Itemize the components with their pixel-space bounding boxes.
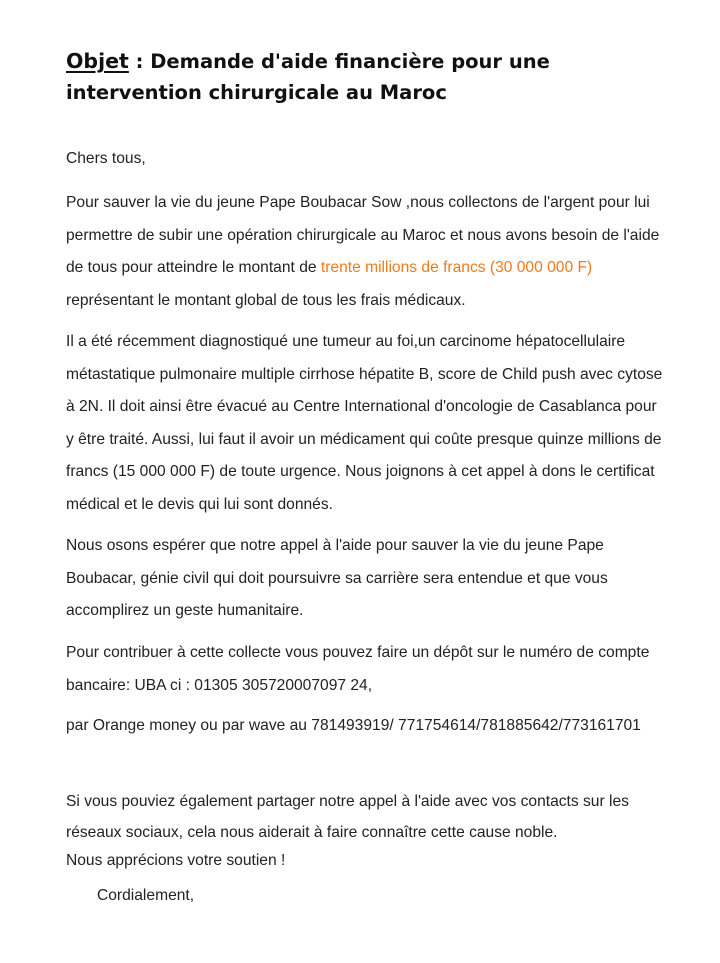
paragraph-diagnosis: Il a été récemment diagnostiqué une tumeur au foi,un carcinome hépatocellulaire métastatique pulmonaire multiple cirrhose hépatite B, score de Child push avec cytose à 2N. Il doit ainsi être évacué au Centre International d'oncologie de Casablanca pour y être traité. Aussi, lui faut il avoir un médicament qui coûte presque quinze millions de francs (15 000 000 F) de toute urgence. Nous joignons à cet appel à dons le certificat médical et le devis qui lui sont donnés. (66, 333, 663, 513)
subject-heading (66, 46, 666, 108)
closing-line: Cordialement, (97, 887, 195, 904)
paragraph-mobile-money: par Orange money ou par wave au 781493919/ 771754614/781885642/773161701 (66, 717, 641, 734)
paragraph-fundraising-goal (66, 187, 666, 317)
thanks-line: Nous apprécions votre soutien ! (66, 852, 286, 869)
paragraph-appeal: Nous osons espérer que notre appel à l'aide pour sauver la vie du jeune Pape Boubacar, génie civil qui doit poursuivre sa carrière sera entendue et que vous accomplirez un geste humanitaire. (66, 537, 608, 619)
paragraph-fundraising-intro: Pour sauver la vie du jeune Pape Boubacar Sow ,nous collectons de l'argent pour lui permettre de subir une opération chirurgicale au Maroc et nous avons besoin de l'aide de tous pour atteindre le montant de (66, 194, 660, 276)
subject-separator: : (128, 50, 151, 73)
paragraph-fundraising-outro: représentant le montant global de tous les frais médicaux. (66, 291, 466, 309)
greeting: Chers tous, (66, 150, 146, 167)
fundraising-amount: trente millions de francs (30 000 000 F) (320, 259, 593, 276)
subject-label: Objet (66, 49, 129, 73)
paragraph-bank-account: Pour contribuer à cette collecte vous pouvez faire un dépôt sur le numéro de compte bancaire: UBA ci : 01305 305720007097 24, (66, 644, 650, 694)
subject-text: Demande d'aide financière pour une intervention chirurgicale au Maroc (66, 50, 550, 104)
paragraph-share-request: Si vous pouviez également partager notre appel à l'aide avec vos contacts sur les réseaux sociaux, cela nous aiderait à faire connaître cette cause noble. (66, 793, 629, 841)
